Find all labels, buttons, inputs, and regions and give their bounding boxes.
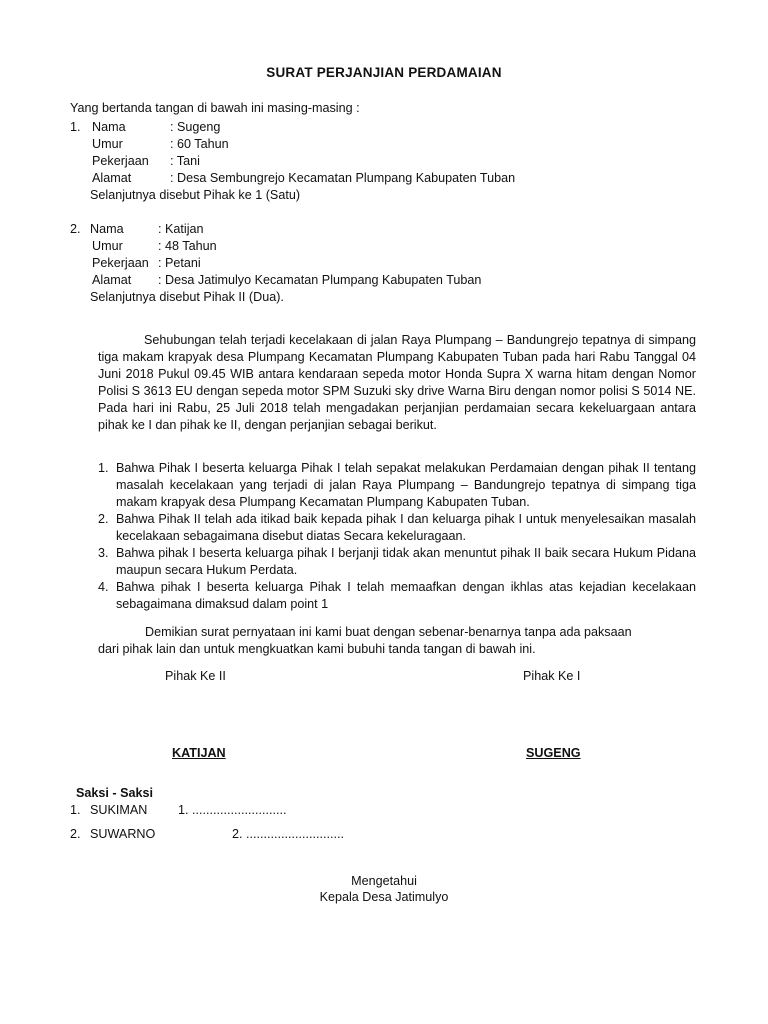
agreement-points	[98, 460, 696, 613]
party2-name-value: : Katijan	[158, 222, 204, 236]
party1-address-value: : Desa Sembungrejo Kecamatan Plumpang Kabupaten Tuban	[170, 171, 516, 185]
list-item	[98, 511, 696, 545]
witness-1-signature-line: 1. ...........................	[178, 803, 287, 817]
party2-job-label: Pekerjaan	[92, 256, 149, 270]
list-item	[98, 579, 696, 613]
list-item	[98, 545, 696, 579]
party1-job-value: : Tani	[170, 154, 200, 168]
closing-line-1: Demikian surat pernyataan ini kami buat dengan sebenar-benarnya tanpa ada paksaan	[145, 625, 632, 639]
party1-number: 1.	[70, 120, 81, 134]
party2-address-value: : Desa Jatimulyo Kecamatan Plumpang Kabupaten Tuban	[158, 273, 482, 287]
party2-age-value: : 48 Tahun	[158, 239, 217, 253]
point-text: Bahwa pihak I beserta keluarga pihak I berjanji tidak akan menuntut pihak II baik secara Hukum Pidana maupun secara Hukum Perdata.	[116, 546, 696, 577]
point-number: 3.	[98, 546, 109, 560]
witness-heading: Saksi - Saksi	[76, 786, 154, 800]
sign-right-label: Pihak Ke I	[523, 669, 581, 683]
sign-right-name: SUGENG	[526, 746, 581, 760]
party2-name-label: Nama	[90, 222, 124, 236]
point-number: 2.	[98, 512, 109, 526]
sign-left-name: KATIJAN	[172, 746, 226, 760]
party1-name-label: Nama	[92, 120, 126, 134]
point-text: Bahwa pihak I beserta keluarga Pihak I telah memaafkan dengan ikhlas atas kejadian kecelakaan sebagaimana dimaksud dalam point 1	[116, 580, 696, 611]
witness-1-name: SUKIMAN	[90, 803, 148, 817]
point-text: Bahwa Pihak I beserta keluarga Pihak I telah sepakat melakukan Perdamaian dengan pihak II tentang masalah kecelakaan yang terjadi di jalan Raya Plumpang – Bandungrejo tepatnya di simpang tiga makam krapyak desa Plumpang Kecamatan Plumpang Kabupaten Tuban.	[116, 461, 696, 509]
closing-line-2: dari pihak lain dan untuk mengkuatkan kami bubuhi tanda tangan di bawah ini.	[98, 642, 536, 656]
sign-left-label: Pihak Ke II	[165, 669, 226, 683]
main-paragraph: Sehubungan telah terjadi kecelakaan di jalan Raya Plumpang – Bandungrejo tepatnya di simpang tiga makam krapyak desa Plumpang Kecamatan Plumpang Kabupaten Tuban pada hari Rabu Tanggal 04 Juni 2018 Pukul 09.45 WIB antara kendaraan sepeda motor Honda Supra X warna hitam dengan Nomor Polisi S 3613 EU dengan sepeda motor SPM Suzuki sky drive Warna Biru dengan nomor polisi S 5014 NE. Pada hari ini Rabu, 25 Juli 2018 telah mengadakan perjanjian perdamaian secara kekeluargaan antara pihak ke I dan pihak ke II, dengan perjanjian sebagai berikut.	[98, 333, 696, 432]
witness-2-signature-line: 2. ............................	[232, 827, 344, 841]
party2-address-label: Alamat	[92, 273, 132, 287]
party1-name-value: : Sugeng	[170, 120, 221, 134]
party2-number: 2.	[70, 222, 81, 236]
point-number: 1.	[98, 461, 109, 475]
point-text: Bahwa Pihak II telah ada itikad baik kepada pihak I dan keluarga pihak I untuk menyelesaikan masalah kecelakaan sebagaimana disebut diatas Secara kekeluragaan.	[116, 512, 696, 543]
party2-note: Selanjutnya disebut Pihak II (Dua).	[90, 290, 284, 304]
witness-1-number: 1.	[70, 803, 81, 817]
point-number: 4.	[98, 580, 109, 594]
party2-age-label: Umur	[92, 239, 123, 253]
list-item	[98, 460, 696, 511]
party1-job-label: Pekerjaan	[92, 154, 149, 168]
witness-2-number: 2.	[70, 827, 81, 841]
footer-acknowledge: Mengetahui	[351, 874, 417, 888]
party1-age-label: Umur	[92, 137, 123, 151]
witness-2-name: SUWARNO	[90, 827, 156, 841]
document-title: SURAT PERJANJIAN PERDAMAIAN	[266, 65, 502, 80]
party1-age-value: : 60 Tahun	[170, 137, 229, 151]
footer-village-head: Kepala Desa Jatimulyo	[319, 890, 449, 904]
party1-address-label: Alamat	[92, 171, 132, 185]
party1-note: Selanjutnya disebut Pihak ke 1 (Satu)	[90, 188, 301, 202]
intro-text: Yang bertanda tangan di bawah ini masing-masing :	[70, 101, 360, 115]
party2-job-value: : Petani	[158, 256, 201, 270]
